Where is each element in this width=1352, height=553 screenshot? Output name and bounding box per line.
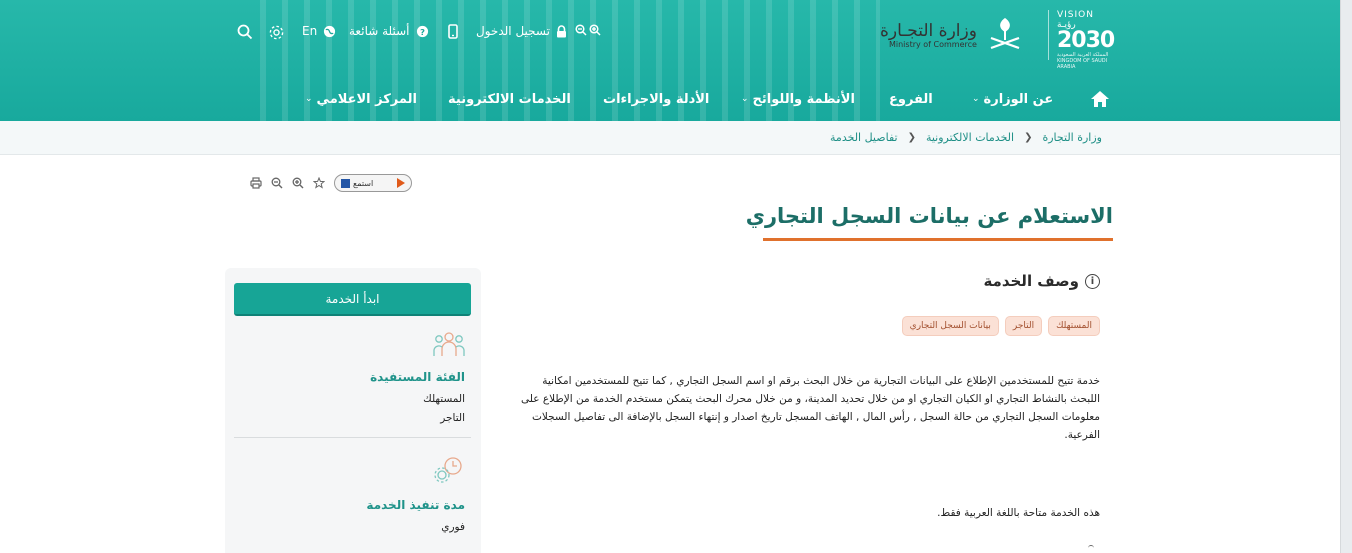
- vision-subtitle: المملكة العربية السعودية KINGDOM OF SAUDI ARABIA: [1057, 52, 1109, 70]
- nav-item-guides[interactable]: [603, 89, 709, 109]
- tag[interactable]: بيانات السجل التجاري: [902, 316, 999, 336]
- language-note: هذه الخدمة متاحة باللغة العربية فقط.: [937, 507, 1100, 519]
- language-label: En: [302, 24, 318, 38]
- mobile-icon[interactable]: [448, 24, 458, 39]
- breadcrumb-item[interactable]: الخدمات الالكترونية: [925, 131, 1015, 144]
- speaker-icon: [341, 179, 350, 188]
- section-heading: [983, 272, 1100, 290]
- saudi-emblem-icon: [985, 14, 1025, 58]
- zoom-controls: [575, 24, 601, 36]
- star-icon[interactable]: [313, 177, 325, 189]
- ministry-name: [880, 22, 977, 49]
- nav-item-eservices[interactable]: [448, 89, 571, 109]
- home-icon[interactable]: [1090, 89, 1110, 109]
- clock-gear-icon: [433, 456, 465, 484]
- nav-label: الأدلة والاجراءات: [603, 91, 710, 107]
- language-switch[interactable]: [302, 24, 336, 38]
- breadcrumb-bar: [0, 121, 1340, 155]
- login-link[interactable]: [476, 24, 567, 38]
- beneficiary-item: المستهلك: [423, 393, 465, 405]
- duration-title: مدة تنفيذ الخدمة: [366, 498, 465, 512]
- beneficiaries-title: الفئة المستفيدة: [370, 370, 465, 384]
- beneficiaries-block: [370, 370, 465, 428]
- scrollbar[interactable]: [1340, 0, 1352, 553]
- tag-list: [902, 316, 1100, 336]
- beneficiary-item: التاجر: [440, 412, 465, 424]
- nav-label: الأنظمة واللوائح: [752, 91, 855, 107]
- tag[interactable]: التاجر: [1005, 316, 1042, 336]
- page-title: الاستعلام عن بيانات السجل التجاري: [745, 204, 1113, 228]
- nav-label: الخدمات الالكترونية: [448, 91, 571, 107]
- question-circle-icon: [416, 25, 429, 38]
- nav-label: الفروع: [889, 91, 933, 107]
- search-icon[interactable]: [237, 24, 253, 40]
- zoom-in-icon[interactable]: [589, 24, 601, 36]
- faq-link[interactable]: [349, 24, 429, 38]
- settings-gear-icon[interactable]: [268, 24, 285, 41]
- listen-label: استمع: [353, 178, 374, 188]
- service-description: خدمة تتيح للمستخدمين الإطلاع على البيانات التجارية من خلال البحث برقم او اسم السجل التجاري , كما تتيح للمستخدمين امكانية اللبحث بالنشاط التجاري او الكيان التجاري او من خلال تحديد المدينة، و من خلال محرك البحث يتمكن مستخدم الخدمة من الإطلاع على معلومات السجل التجاري من حالة السجل , رأس المال , الهاتف المسجل تاريخ اصدار و إنتهاء السجل بالإضافة الى تفاصيل السجلات الفرعية.: [521, 375, 1100, 441]
- start-service-button[interactable]: ابدأ الخدمة: [234, 283, 471, 316]
- globe-icon: [323, 25, 336, 38]
- tag[interactable]: المستهلك: [1048, 316, 1100, 336]
- zoom-out-icon[interactable]: [575, 24, 587, 36]
- ministry-logo[interactable]: [880, 14, 1025, 58]
- vision-word: VISION رؤيـة: [1057, 10, 1094, 30]
- chevron-down-icon: ⌄: [741, 94, 749, 104]
- login-label: تسجيل الدخول: [476, 24, 550, 38]
- svg-text:?: ?: [419, 26, 425, 37]
- chevron-left-icon: ❮: [907, 132, 916, 143]
- duration-block: [366, 498, 465, 537]
- users-group-icon: [433, 330, 465, 358]
- site-header: [0, 0, 1352, 121]
- section-marker: [1088, 545, 1094, 553]
- breadcrumb-item: تفاصيل الخدمة: [830, 131, 898, 144]
- chevron-down-icon: ⌄: [972, 94, 980, 104]
- nav-item-media-center[interactable]: [305, 89, 417, 109]
- duration-value: فوري: [441, 521, 465, 533]
- vision-number: 2030: [1057, 28, 1115, 53]
- faq-label: أسئلة شائعة: [349, 24, 410, 38]
- breadcrumb: [830, 131, 1102, 144]
- nav-item-branches[interactable]: [889, 89, 933, 109]
- ministry-name-ar: وزارة التجـارة: [880, 21, 977, 42]
- service-sidebar: [225, 268, 481, 553]
- print-icon[interactable]: [250, 177, 262, 189]
- vision-2030-logo: [1048, 10, 1115, 70]
- nav-item-regulations[interactable]: [741, 89, 855, 109]
- chevron-left-icon: ❮: [1024, 132, 1033, 143]
- divider: [234, 437, 471, 438]
- nav-item-about[interactable]: [972, 89, 1053, 109]
- zoom-out-icon[interactable]: [271, 177, 283, 189]
- play-icon: [397, 178, 405, 188]
- title-underline: [763, 238, 1113, 241]
- nav-label: عن الوزارة: [983, 91, 1054, 107]
- ministry-name-en: Ministry of Commerce: [888, 39, 977, 49]
- section-title: وصف الخدمة: [983, 272, 1079, 290]
- chevron-down-icon: ⌄: [305, 94, 313, 104]
- info-icon: i: [1085, 274, 1100, 289]
- zoom-in-icon[interactable]: [292, 177, 304, 189]
- listen-button[interactable]: [334, 174, 412, 192]
- breadcrumb-item[interactable]: وزارة التجارة: [1042, 131, 1102, 144]
- nav-label: المركز الاعلامي: [316, 91, 417, 107]
- lock-icon: [556, 25, 567, 38]
- page-tools: [250, 174, 412, 192]
